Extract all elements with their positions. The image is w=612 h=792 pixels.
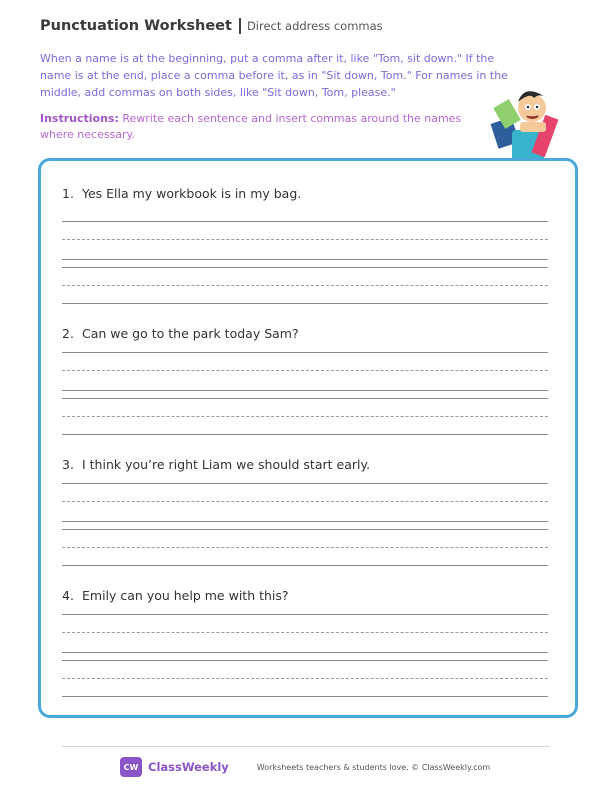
instructions-label: Instructions: [40,112,119,125]
footer [120,756,490,778]
answer-line[interactable] [62,521,548,522]
question-number: 2. [62,326,74,341]
question-sentence: Can we go to the park today Sam? [82,326,299,341]
question-sentence: I think you’re right Liam we should start early. [82,457,371,472]
question-3 [62,454,548,476]
question-text [62,454,548,476]
question-2 [62,323,548,345]
worksheet-subtitle: Direct address commas [246,19,383,33]
answer-line[interactable] [62,267,548,268]
question-text [62,323,548,345]
answer-line[interactable] [62,303,548,304]
instructions-paragraph [40,111,476,143]
answer-guide-line [62,239,548,240]
classweekly-logo-icon[interactable]: CW [120,757,142,777]
answer-line[interactable] [62,398,548,399]
question-number: 1. [62,186,74,201]
answer-line[interactable] [62,696,548,697]
answer-line[interactable] [62,565,548,566]
answer-line[interactable] [62,660,548,661]
answer-line[interactable] [62,352,548,353]
worksheet-card [38,158,578,718]
intro-paragraph: When a name is at the beginning, put a comma after it, like "Tom, sit down." If the name is at the end, place a comma before it, as in "Sit down, Tom." For names in the middle, add commas on both sides, like "Sit down, Tom, please." [40,52,508,99]
footer-divider [62,746,550,747]
answer-line[interactable] [62,390,548,391]
worksheet-header [40,15,383,37]
question-4 [62,585,548,607]
title-separator [239,18,241,34]
question-number: 4. [62,588,74,603]
answer-line[interactable] [62,221,548,222]
footer-tagline: Worksheets teachers & students love. © ClassWeekly.com [256,762,491,772]
worksheet-title: Punctuation Worksheet [40,18,232,34]
question-sentence: Yes Ella my workbook is in my bag. [82,186,302,201]
answer-guide-line [62,632,548,633]
answer-line[interactable] [62,434,548,435]
answer-guide-line [62,678,548,679]
question-number: 3. [62,457,74,472]
question-text [62,183,548,205]
answer-guide-line [62,285,548,286]
answer-guide-line [62,547,548,548]
question-text [62,585,548,607]
answer-line[interactable] [62,259,548,260]
question-1 [62,183,548,205]
question-sentence: Emily can you help me with this? [82,588,289,603]
answer-line[interactable] [62,652,548,653]
answer-guide-line [62,416,548,417]
answer-line[interactable] [62,614,548,615]
answer-guide-line [62,501,548,502]
instructions-text: Rewrite each sentence and insert commas around the names where necessary. [40,112,462,141]
answer-line[interactable] [62,529,548,530]
answer-guide-line [62,370,548,371]
brand-name[interactable]: ClassWeekly [148,760,229,774]
answer-line[interactable] [62,483,548,484]
